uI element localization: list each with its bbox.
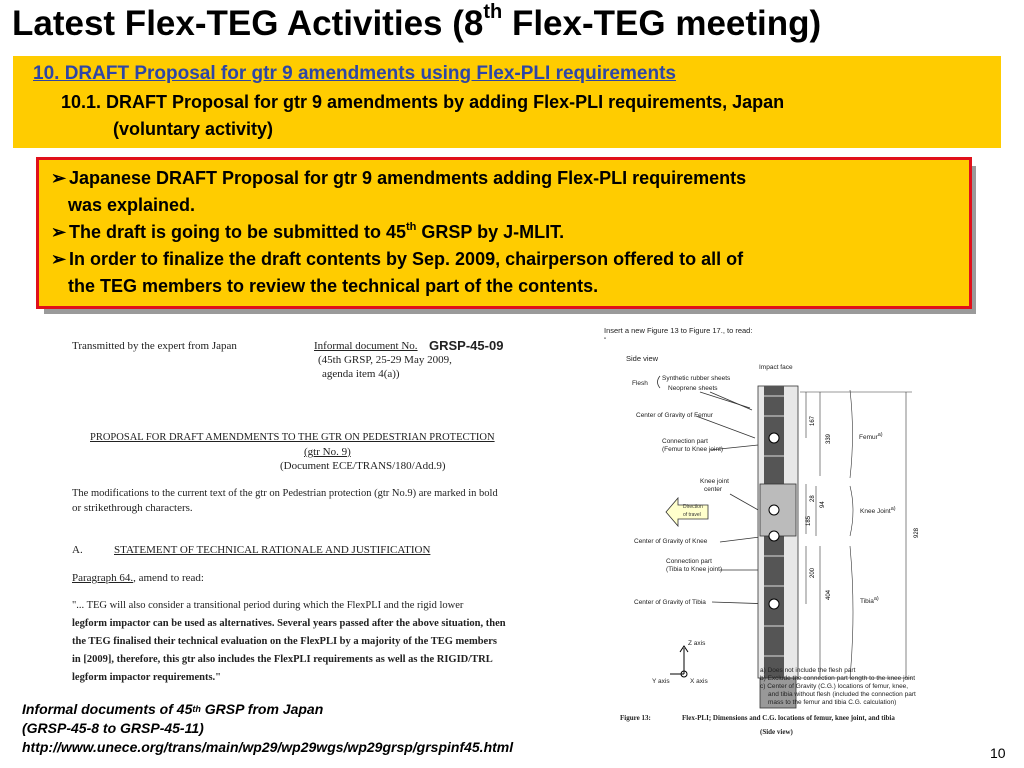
axis-icon — [670, 646, 688, 677]
agenda-item: agenda item 4(a)) — [322, 368, 400, 380]
informal-document-scan — [56, 326, 576, 686]
slide-title: Latest Flex-TEG Activities (8th Flex-TEG meeting) — [12, 1, 822, 43]
section-heading: 10. DRAFT Proposal for gtr 9 amendments using Flex-PLI requirements — [33, 63, 676, 84]
modifications-line-2: or strikethrough characters. — [72, 502, 193, 514]
note-c2: and tibia without flesh (included the connection part — [768, 691, 916, 698]
quote-line-5: legform impactor requirements." — [72, 672, 222, 683]
quote-line-1: "... TEG will also consider a transitional period during which the FlexPLI and the rigid lower — [72, 600, 464, 611]
connection-tibia-label: Connection part — [666, 558, 712, 565]
cg-femur-label: Center of Gravity of Femur — [636, 412, 713, 419]
bullet-1: ➢ Japanese DRAFT Proposal for gtr 9 amendments adding Flex-PLI requirements — [51, 168, 747, 188]
dim-28: 28 — [810, 495, 816, 502]
z-axis-label: Z axis — [688, 640, 706, 647]
informal-doc-number: GRSP-45-09 — [429, 338, 504, 353]
flexpli-figure — [600, 326, 1010, 746]
subsection-heading-cont: (voluntary activity) — [113, 119, 274, 139]
bullet-2: ➢ The draft is going to be submitted to 45th GRSP by J-MLIT. — [51, 221, 565, 242]
arrow-bullet-icon: ➢ — [51, 168, 67, 188]
direction-text-1: Direction — [683, 504, 703, 510]
cg-tibia-label: Center of Gravity of Tibia — [634, 599, 706, 606]
knee-joint-label: Knee Joint$^{a)}$ — [860, 506, 896, 516]
bullet-1-cont: was explained. — [68, 195, 196, 215]
modifications-line-1: The modifications to the current text of the gtr on Pedestrian protection (gtr No.9) are marked in bold — [72, 488, 498, 499]
dim-404: 404 — [826, 589, 832, 600]
dim-200: 200 — [810, 567, 816, 578]
note-b: b) Exclude the connection part length to the knee joint — [760, 675, 916, 682]
transmitted-by: Transmitted by the expert from Japan — [72, 340, 237, 352]
caption-line-1: Informal documents of 45th GRSP from Japan — [22, 701, 324, 717]
impact-face-label: Impact face — [759, 364, 793, 371]
connection-tibia-sub: (Tibia to Knee joint) — [666, 566, 723, 573]
section-banner — [13, 56, 1001, 148]
synthetic-label: Synthetic rubber sheets — [662, 375, 731, 382]
source-caption — [22, 700, 513, 757]
y-axis-label: Y axis — [652, 678, 670, 685]
statement-heading: STATEMENT OF TECHNICAL RATIONALE AND JUSTIFICATION — [114, 544, 431, 556]
quote-line-3: the TEG finalised their technical evaluation on the FlexPLI by a majority of the TEG members — [72, 636, 497, 647]
quote-line-2: legform impactor can be used as alternatives. Several years passed after the above situation, then — [72, 618, 506, 629]
connection-femur-sub: (Femur to Knee joint) — [662, 446, 724, 453]
subsection-heading: 10.1. DRAFT Proposal for gtr 9 amendments by adding Flex-PLI requirements, Japan — [61, 92, 785, 112]
quote-line-4: in [2009], therefore, this gtr also includes the FlexPLI requirements as well as the RIGID/TRL — [72, 654, 493, 665]
dim-185: 185 — [806, 515, 812, 526]
bullet-3: ➢ In order to finalize the draft contents by Sep. 2009, chairperson offered to all of — [51, 249, 744, 269]
neoprene-label: Neoprene sheets — [668, 385, 718, 392]
session-info: (45th GRSP, 25-29 May 2009, — [318, 354, 452, 366]
dim-94: 94 — [820, 501, 826, 508]
informal-doc-label: Informal document No. — [314, 340, 418, 352]
quote-mark: " — [604, 337, 607, 344]
paragraph-ref: Paragraph 64., amend to read: — [72, 572, 204, 584]
figure-title: Flex-PLI; Dimensions and C.G. locations of femur, knee joint, and tibia — [682, 714, 895, 722]
note-c3: mass to the femur and tibia C.G. calculation) — [768, 699, 897, 706]
arrow-bullet-icon: ➢ — [51, 222, 67, 242]
dim-339: 339 — [826, 433, 832, 444]
connection-femur-label: Connection part — [662, 438, 708, 445]
page-number: 10 — [990, 745, 1006, 761]
bullet-3-cont: the TEG members to review the technical part of the contents. — [68, 276, 599, 296]
side-view-label: Side view — [626, 354, 659, 363]
proposal-title: PROPOSAL FOR DRAFT AMENDMENTS TO THE GTR ON PEDESTRIAN PROTECTION — [90, 432, 495, 443]
femur-label: Femur$^{a)}$ — [859, 432, 883, 442]
note-c1: c) Center of Gravity (C.G.) locations of femur, knee, — [760, 683, 909, 690]
arrow-bullet-icon: ➢ — [51, 249, 67, 269]
note-a: a) Does not include the flesh part — [760, 667, 856, 674]
flesh-bracket — [658, 376, 773, 604]
caption-line-2: (GRSP-45-8 to GRSP-45-11) — [22, 720, 204, 736]
knee-center-sub: center — [704, 486, 723, 493]
cg-knee-label: Center of Gravity of Knee — [634, 538, 708, 545]
figure-label: Figure 13: — [620, 714, 651, 722]
tibia-label: Tibia$^{a)}$ — [860, 596, 879, 606]
source-url-link[interactable]: http://www.unece.org/trans/main/wp29/wp29wgs/wp29grsp/grspinf45.html — [22, 739, 514, 755]
gtr-number: (gtr No. 9) — [304, 446, 351, 458]
figure-subtitle: (Side view) — [760, 728, 793, 736]
section-a: A. — [72, 544, 83, 556]
dim-167: 167 — [810, 415, 816, 426]
x-axis-label: X axis — [690, 678, 708, 685]
document-reference: (Document ECE/TRANS/180/Add.9) — [280, 460, 446, 472]
knee-center-label: Knee joint — [700, 478, 729, 485]
direction-text-2: of travel — [683, 512, 701, 518]
insert-instruction: Insert a new Figure 13 to Figure 17., to read: — [604, 326, 753, 335]
flesh-label: Flesh — [632, 380, 648, 387]
dim-928: 928 — [914, 527, 920, 538]
summary-box — [36, 157, 972, 309]
dimension-lines — [800, 390, 912, 678]
